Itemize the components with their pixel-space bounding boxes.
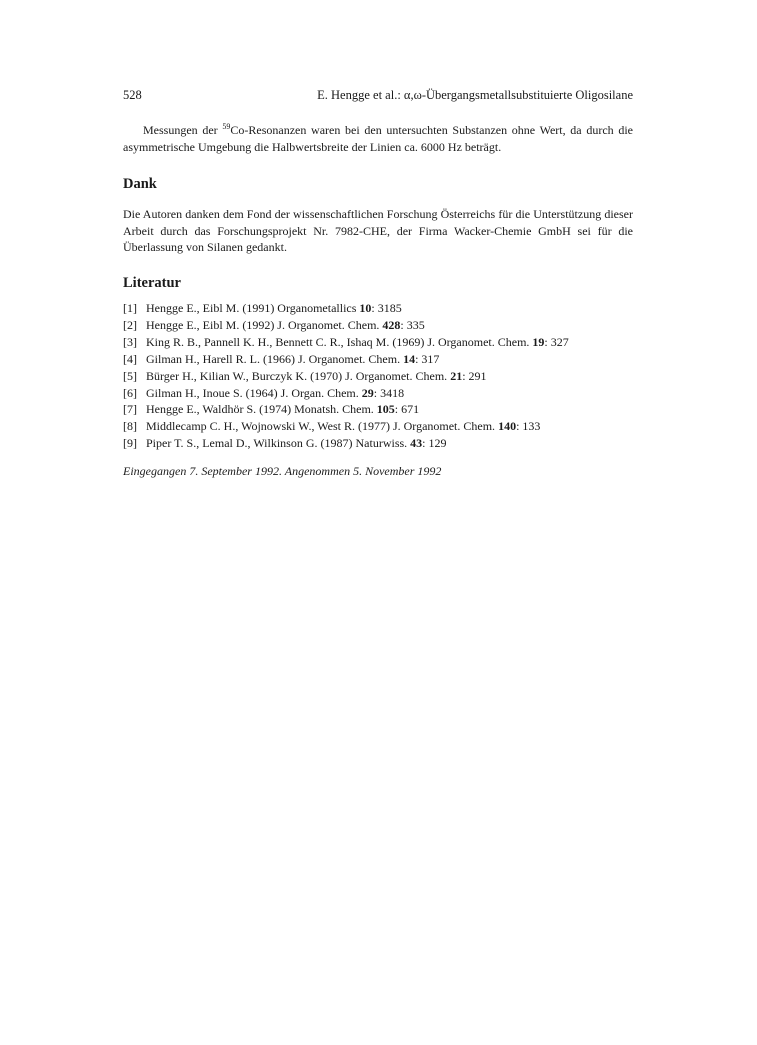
reference-text: Middlecamp C. H., Wojnowski W., West R. (1977) J. Organomet. Chem. [146, 419, 499, 434]
reference-list [123, 300, 633, 452]
reference-pages: : 129 [422, 436, 447, 451]
running-title: E. Hengge et al.: α,ω-Übergangsmetallsubstituierte Oligosilane [317, 88, 633, 102]
reference-volume: 428 [382, 317, 401, 332]
references-heading: Literatur [123, 275, 181, 291]
acknowledgement-heading: Dank [123, 176, 157, 192]
reference-item [123, 351, 633, 368]
reference-text: Hengge E., Eibl M. (1992) J. Organomet. Chem. [146, 317, 383, 332]
reference-volume: 10 [359, 301, 372, 315]
reference-text: Gilman H., Harell R. L. (1966) J. Organomet. Chem. [146, 351, 404, 366]
reference-number: [9] [123, 436, 137, 451]
reference-item [123, 385, 633, 402]
reference-text: Gilman H., Inoue S. (1964) J. Organ. Chem. [146, 385, 362, 400]
reference-volume: 29 [361, 385, 374, 400]
reference-volume: 140 [498, 419, 517, 434]
reference-number: [7] [123, 402, 137, 417]
reference-number: [8] [123, 419, 137, 434]
nmr-paragraph-pre: Messungen der [143, 123, 223, 137]
reference-pages: : 327 [544, 334, 569, 349]
reference-item [123, 300, 633, 317]
reference-item [123, 368, 633, 385]
page-number: 528 [123, 88, 142, 102]
reference-number: [6] [123, 385, 137, 400]
reference-number: [1] [123, 301, 137, 315]
reference-volume: 21 [450, 368, 463, 383]
reference-text: Hengge E., Waldhör S. (1974) Monatsh. Chem. [146, 402, 377, 417]
nmr-paragraph [123, 122, 633, 155]
reference-volume: 43 [410, 436, 423, 451]
isotope-superscript: 59 [222, 122, 231, 131]
reference-text: Piper T. S., Lemal D., Wilkinson G. (1987) Naturwiss. [146, 436, 411, 451]
reference-volume: 14 [403, 351, 416, 366]
reference-number: [4] [123, 351, 137, 366]
reference-pages: : 335 [400, 317, 425, 332]
reference-pages: : 671 [394, 402, 420, 417]
acknowledgement-text: Die Autoren danken dem Fond der wissenschaftlichen Forschung Österreichs für die Unterstützung dieser Arbeit durch das Forschungsprojekt Nr. 7982-CHE, der Firma Wacker-Chemie GmbH sei für die Überlassung von Silanen gedankt. [123, 207, 633, 254]
reference-volume: 105 [376, 402, 395, 417]
reference-pages: : 291 [462, 368, 487, 383]
reference-item [123, 401, 633, 418]
reference-item [123, 334, 633, 351]
reference-text: King R. B., Pannell K. H., Bennett C. R., Ishaq M. (1969) J. Organomet. Chem. [146, 334, 533, 349]
reference-volume: 19 [532, 334, 545, 349]
reference-number: [5] [123, 368, 137, 383]
reference-item [123, 418, 633, 435]
reference-item [123, 435, 633, 452]
reference-item [123, 317, 633, 334]
reference-number: [2] [123, 317, 137, 332]
reference-pages: : 317 [415, 351, 440, 366]
nmr-paragraph-post: Co-Resonanzen waren bei den untersuchten Substanzen ohne Wert, da durch die asymmetrische Umgebung die Halbwertsbreite der Linien ca. 6000 Hz beträgt. [123, 123, 634, 154]
reference-text: Bürger H., Kilian W., Burczyk K. (1970) J. Organomet. Chem. [146, 368, 451, 383]
received-accepted-dates: Eingegangen 7. September 1992. Angenommen 5. November 1992 [123, 464, 442, 478]
reference-pages: : 133 [516, 419, 541, 434]
reference-pages: : 3185 [371, 301, 402, 315]
reference-text: Hengge E., Eibl M. (1991) Organometallics [146, 301, 360, 315]
reference-pages: : 3418 [373, 385, 405, 400]
reference-number: [3] [123, 334, 137, 349]
